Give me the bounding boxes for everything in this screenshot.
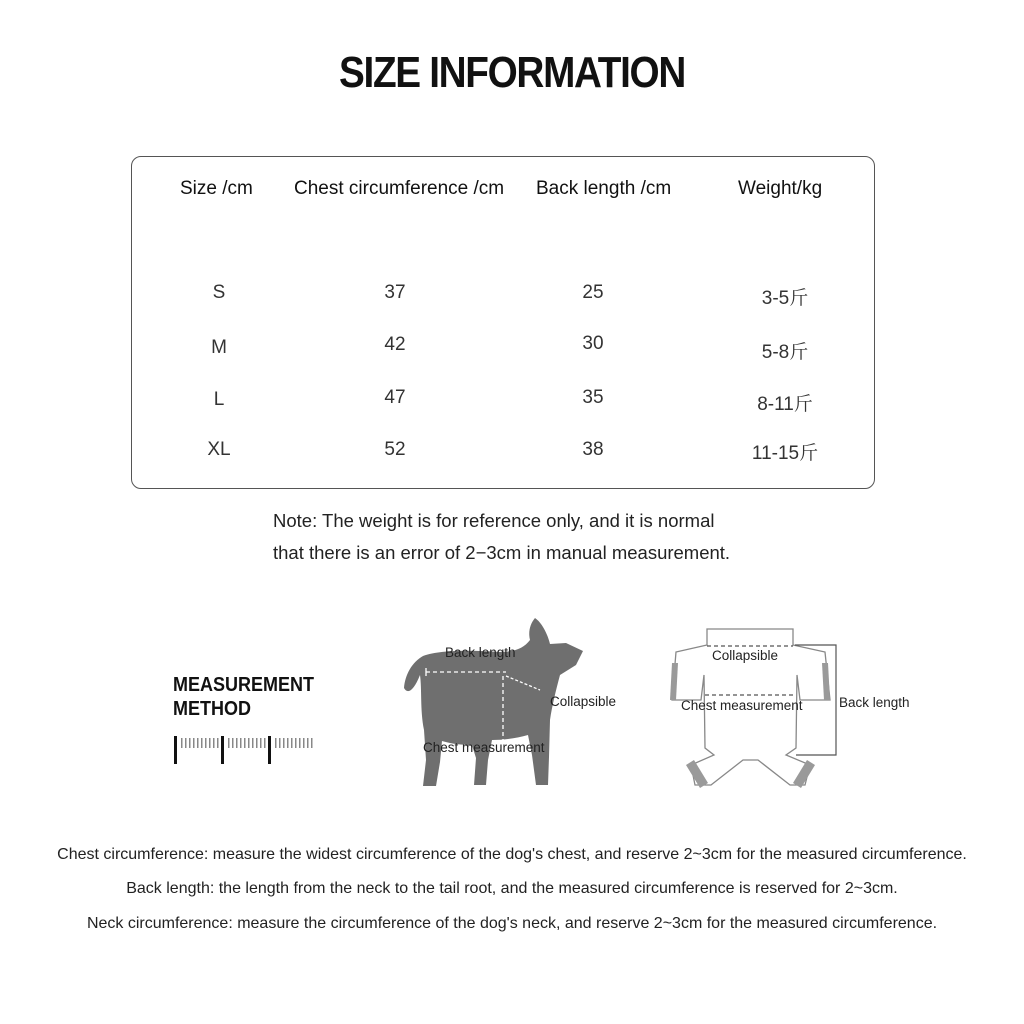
table-cell-chest: 42	[384, 334, 406, 355]
dog-chest-measurement-label: Chest measurement	[423, 740, 545, 755]
table-cell-weight: 3-5斤	[761, 288, 809, 309]
table-cell-chest: 52	[384, 439, 406, 460]
measurement-method-line-1: MEASUREMENT	[173, 674, 315, 696]
description-back-length: Back length: the length from the neck to the tail root, and the measured circumference is reserved for 2~3cm.	[126, 880, 898, 897]
table-header-weight: Weight/kg	[738, 178, 823, 199]
table-cell-chest: 47	[384, 387, 406, 408]
note-line-1: Note: The weight is for reference only, and it is normal	[273, 510, 715, 531]
description-neck: Neck circumference: measure the circumference of the dog's neck, and reserve 2~3cm for the measured circumference.	[86, 915, 938, 932]
table-header-back-length: Back length /cm	[536, 178, 672, 199]
table-cell-size: S	[212, 282, 226, 303]
table-cell-chest: 37	[384, 282, 406, 303]
description-chest: Chest circumference: measure the widest circumference of the dog's chest, and reserve 2~3cm for the measured circumference.	[57, 846, 967, 863]
table-cell-back-length: 35	[582, 387, 604, 408]
garment-back-length-label: Back length	[839, 695, 910, 710]
table-header-size: Size /cm	[180, 178, 253, 199]
table-cell-weight: 11-15斤	[751, 443, 819, 464]
measurement-method-line-2: METHOD	[173, 698, 252, 720]
note-line-2: that there is an error of 2−3cm in manual measurement.	[273, 542, 731, 563]
page-title: SIZE INFORMATION	[338, 48, 685, 97]
garment-chest-measurement-label: Chest measurement	[681, 698, 803, 713]
table-cell-size: M	[211, 337, 227, 358]
table-cell-size: XL	[207, 439, 231, 460]
table-cell-weight: 5-8斤	[761, 342, 809, 363]
table-cell-back-length: 38	[582, 439, 604, 460]
table-cell-back-length: 25	[582, 282, 604, 303]
table-cell-weight: 8-11斤	[757, 394, 813, 415]
dog-collapsible-label: Collapsible	[550, 694, 617, 709]
garment-collapsible-label: Collapsible	[712, 648, 779, 663]
table-cell-size: L	[213, 389, 225, 410]
table-cell-back-length: 30	[582, 333, 604, 354]
table-header-chest: Chest circumference /cm	[294, 178, 505, 199]
dog-back-length-label: Back length	[445, 645, 516, 660]
